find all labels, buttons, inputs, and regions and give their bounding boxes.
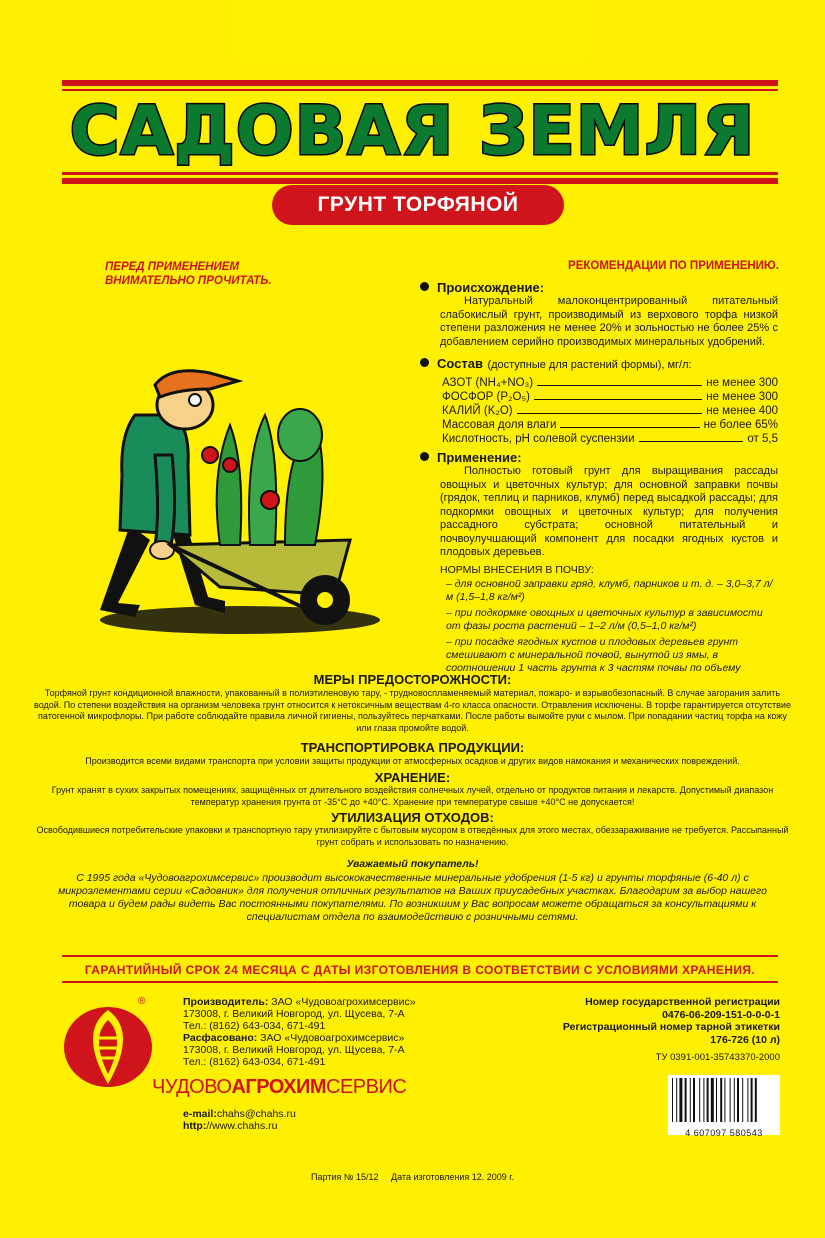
barcode-bar — [747, 1078, 748, 1122]
composition-row: ФОСФОР (P₂O₅) не менее 300 — [442, 391, 778, 403]
composition-row: Массовая доля влаги не более 65% — [442, 419, 778, 431]
transport-text: Производится всеми видами транспорта при условии защиты продукции от атмосферных осадков и других видов намокания и механических повреждений. — [85, 756, 740, 766]
origin-section — [420, 280, 778, 349]
customer-heading: Уважаемый покупатель! — [346, 858, 479, 870]
recommend-title: РЕКОМЕНДАЦИИ ПО ПРИМЕНЕНИЮ. — [568, 260, 779, 272]
read-notice: ПЕРЕД ПРИМЕНЕНИЕМ ВНИМАТЕЛЬНО ПРОЧИТАТЬ. — [105, 261, 272, 287]
norm-item: – для основной заправки гряд, клумб, парников и т. д. – 3,0–3,7 л/м (1,5–1,8 кг/м²) — [446, 577, 773, 603]
composition-note: (доступные для растений формы), мг/л: — [487, 359, 692, 371]
barcode-bar — [707, 1078, 709, 1122]
top-red-line-thin — [62, 89, 778, 91]
mid-red-line-thin — [62, 172, 778, 175]
warranty-line-top — [62, 955, 778, 957]
origin-text: Натуральный малоконцентрированный питательный слабокислый грунт, производимый из верхового торфа низкой степени разложения не менее 20% и зольностью не более 25% с добавлением серийно производимых минеральных удобрений. — [440, 295, 778, 348]
barcode-number: 4 607097 580543 — [685, 1128, 763, 1138]
barcode — [668, 1075, 780, 1138]
disposal-heading: УТИЛИЗАЦИЯ ОТХОДОВ: — [331, 810, 494, 825]
company-logo-icon — [58, 1002, 158, 1092]
barcode-bar — [737, 1078, 739, 1122]
top-band — [232, 0, 592, 62]
composition-row: Кислотность, pH солевой суспензии от 5,5 — [442, 433, 778, 445]
disposal-text: Освободившиеся потребительские упаковки и транспортную тару утилизируйте с бытовым мусором в отведённых для этого местах, обеззараживание не требуется. Рассыпанный грунт собрать и использовать по назначению. — [36, 825, 789, 847]
brand-name: ЧУДОВОАГРОХИМСЕРВИС — [152, 1076, 407, 1098]
top-red-line — [62, 80, 778, 86]
bullet-icon — [420, 452, 429, 461]
barcode-bar — [711, 1078, 714, 1122]
barcode-bar — [679, 1078, 682, 1122]
barcode-bar — [716, 1078, 717, 1122]
precautions-heading: МЕРЫ ПРЕДОСТОРОЖНОСТИ: — [313, 672, 512, 687]
norm-item: – при посадке ягодных кустов и плодовых деревьев грунт смешивают с минеральной почвой, вынутой из ямы, в соотношении 1 часть грунта к 3 частям почвы по объему — [446, 635, 741, 674]
transport-heading: ТРАНСПОРТИРОВКА ПРОДУКЦИИ: — [300, 740, 525, 755]
precautions-text: Торфяной грунт кондиционной влажности, упакованный в полиэтиленовую тару, - трудновоспламеняемый материал, пожаро- и взрывобезопасный. В случае загорания залить водой. По степени воздействия на организм человека грунт относится к нетоксичным веществам 4-го класса опасности. Отравления исключены. В торфе гарантируется отсутствие патогенной микрофлоры. При работе соблюдайте правила личной гигиены, пользуйтесь перчатками. После работы вымойте руки с мылом. При попадании частиц торфа на кожу или глаза промойте водой. — [34, 688, 791, 733]
bullet-icon — [420, 282, 429, 291]
gardener-wheelbarrow-illustration — [60, 355, 405, 655]
barcode-bar — [730, 1078, 731, 1122]
product-title: САДОВАЯ ЗЕМЛЯ — [69, 92, 756, 171]
tu-number: ТУ 0391-001-35743370-2000 — [655, 1052, 780, 1063]
barcode-bar — [703, 1078, 704, 1122]
email-link[interactable]: chahs@chahs.ru — [216, 1108, 296, 1120]
storage-text: Грунт хранят в сухих закрытых помещениях, защищённых от длительного воздействия солнечных лучей, отдельно от продуктов питания и лекарств. Допустимый диапазон температур хранения грунта от -35°С до +40°С. Хранение при температуре свыше +40°С не допускается! — [51, 785, 774, 807]
warranty-text: ГАРАНТИЙНЫЙ СРОК 24 МЕСЯЦА С ДАТЫ ИЗГОТОВЛЕНИЯ В СООТВЕТСТВИИ С УСЛОВИЯМИ ХРАНЕНИЯ. — [84, 963, 756, 977]
barcode-bar — [693, 1078, 695, 1122]
usage-heading: Применение: — [437, 450, 522, 465]
mid-red-line — [62, 178, 778, 184]
contacts-block: e-mail:chahs@chahs.ru http://www.chahs.ru — [183, 1108, 296, 1132]
composition-section — [420, 355, 778, 445]
composition-row: КАЛИЙ (K₂O) не менее 400 — [442, 405, 778, 417]
barcode-bar — [699, 1078, 700, 1122]
barcode-bar — [734, 1078, 735, 1122]
producer-block: Производитель: ЗАО «Чудовоагрохимсервис» 173008, г. Великий Новгород, ул. Щусева, 7-А Тел.: (8162) 643-034, 671-491 Расфасовано: ЗАО «Чудовоагрохимсервис» 173008, г. Великий Новгород, ул. Щусева, 7-А Тел.: (8162) 643-034, 671-491 — [183, 996, 416, 1068]
barcode-bar — [720, 1078, 722, 1122]
customer-text: С 1995 года «Чудовоагрохимсервис» производит высококачественные минеральные удобрения (1-5 кг) и грунты торфяные (6-40 л) с микроэлементами серии «Садовник» для получения отличных результатов на Ваших приусадебных участках. Благодарим за выбор нашего товара и будем рады видеть Вас постоянными покупателями. По возникшим у Вас вопросам можете обращаться за консультациями к специалистам отдела по взаимодействию с розничными сетями. — [58, 872, 767, 923]
registered-mark: ® — [138, 996, 146, 1007]
norm-item: – при подкормке овощных и цветочных культур в зависимости от фазы роста растений – 1–2 л/м (0,5–1,0 кг/м²) — [446, 606, 763, 632]
norms-title: НОРМЫ ВНЕСЕНИЯ В ПОЧВУ: — [440, 563, 594, 576]
warranty-line-bottom — [62, 981, 778, 983]
origin-heading: Происхождение: — [437, 280, 545, 295]
usage-text: Полностью готовый грунт для выращивания рассады овощных и цветочных культур; для основной заправки почвы (грядок, теплиц и парников, клумб) перед высадкой рассады; для подкормки овощных и цветочных культур; для получения рассадного субстрата; основной питательный и почвоулучшающий компонент для посадки ягодных кустов и плодовых деревьев. — [440, 465, 778, 558]
footer — [0, 1172, 825, 1182]
barcode-bar — [751, 1078, 753, 1122]
usage-section — [420, 450, 778, 675]
barcode-bar — [724, 1078, 725, 1122]
manufacture-date: Дата изготовления 12. 2009 г. — [391, 1172, 514, 1182]
registration-block: Номер государственной регистрации 0476-06-209-151-0-0-0-1 Регистрационный номер тарной этикетки 176-726 (10 л) — [562, 996, 780, 1046]
storage-heading: ХРАНЕНИЕ: — [374, 770, 451, 785]
barcode-bar — [685, 1078, 687, 1122]
subtitle-badge: ГРУНТ ТОРФЯНОЙ — [272, 185, 564, 225]
bullet-icon — [420, 358, 429, 367]
barcode-bar — [676, 1078, 677, 1122]
batch-number: Партия № 15/12 — [311, 1172, 379, 1182]
barcode-bar — [755, 1078, 757, 1122]
barcode-bars — [668, 1075, 780, 1123]
barcode-bar — [690, 1078, 691, 1122]
composition-heading: Состав — [437, 356, 483, 371]
barcode-bar — [672, 1078, 673, 1122]
website-link[interactable]: //www.chahs.ru — [206, 1120, 278, 1132]
composition-row: АЗОТ (NH₄+NO₃) не менее 300 — [442, 377, 778, 389]
barcode-bar — [742, 1078, 743, 1122]
